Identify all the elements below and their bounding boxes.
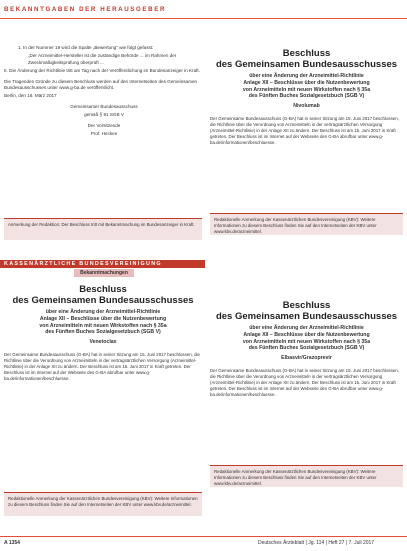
list-item bbox=[4, 53, 204, 66]
kbv-note-box: Redaktionelle Anmerkung der Kassenärztlichen Bundesvereinigung (KBV): Weitere Informationen zu diesem Beschluss finden Sie auf den Internetseiten der KBV unter www.kbv.de/arzneimittel. bbox=[4, 492, 202, 516]
left-top-column bbox=[4, 45, 204, 139]
page-number: A 1354 bbox=[4, 540, 20, 546]
subject-line: des Fünften Buches Sozialgesetzbuch (SGB V) bbox=[248, 345, 365, 352]
list-item bbox=[4, 68, 204, 74]
decision-body: Der Gemeinsame Bundesausschuss (G-BA) hat in seiner Sitzung am 15. Juni 2017 beschlossen, die Richtlinie über die Verordnung von Arzneimitteln in der vertragsärztlichen Versorgung (Arzneimittel-Richtlinie) in der Anlage XII zu ändern. Der Beschluss ist am 15. Juni 2017 in Kraft getreten. Der Beschluss ist im Internet auf der Webseite des G-BA abrufbar unter www.g-ba.de/informationen/beschluesse. bbox=[210, 115, 399, 146]
subject-line: des Fünften Buches Sozialgesetzbuch (SGB V) bbox=[248, 93, 365, 100]
decision-subtitle: des Gemeinsamen Bundesausschusses bbox=[215, 59, 398, 70]
list-text: Die Änderung der Richtlinie tritt am Tag nach der Veröffentlichung im Bundesanzeiger in Kraft. bbox=[9, 68, 200, 74]
footer-rule bbox=[0, 536, 407, 537]
note-paragraph: Die Tragenden Gründe zu diesem Beschluss werden auf den Internetseiten des Gemeinsamen Bundesausschusses unter www.g-ba.de veröffentlicht. bbox=[4, 78, 198, 91]
subject-line: über eine Änderung der Arzneimittel-Richtlinie bbox=[45, 309, 161, 315]
left-bottom-column bbox=[4, 284, 202, 385]
decision-body: Der Gemeinsame Bundesausschuss (G-BA) hat in seiner Sitzung am 15. Juni 2017 beschlossen, die Richtlinie über die Verordnung von Arzneimitteln in der vertragsärztlichen Versorgung (Arzneimittel-Richtlinie) in der Anlage XII zu ändern. Der Beschluss ist am 15. Juni 2017 in Kraft getreten. Der Beschluss ist im Internet auf der Webseite des G-BA abrufbar unter www.g-ba.de/informationen/beschluesse. bbox=[4, 351, 200, 382]
list-text: In der Nummer 19 wird die Spalte „Bewertung“ wie folgt gefasst: bbox=[23, 45, 154, 50]
subject-line: Anlage XII – Beschlüsse über die Nutzenbewertung bbox=[243, 331, 370, 338]
list-item bbox=[4, 45, 204, 51]
section-heading: BEKANNTGABEN DER HERAUSGEBER bbox=[4, 6, 167, 13]
section-band: KASSENÄRZTLICHE BUNDESVEREINIGUNG bbox=[0, 260, 205, 268]
decision-body: Der Gemeinsame Bundesausschuss (G-BA) hat in seiner Sitzung am 15. Juni 2017 beschlossen, die Richtlinie über die Verordnung von Arzneimitteln in der vertragsärztlichen Versorgung (Arzneimittel-Richtlinie) in der Anlage XII zu ändern. Der Beschluss ist am 15. Juni 2017 in Kraft getreten. Der Beschluss ist im Internet auf der Webseite des G-BA abrufbar unter www.g-ba.de/informationen/beschluesse. bbox=[210, 367, 399, 398]
org-subline: gemäß § 91 SGB V bbox=[84, 112, 124, 118]
decision-title: Beschluss bbox=[282, 48, 331, 59]
right-top-column bbox=[210, 48, 403, 149]
journal-info: Deutsches Ärzteblatt | Jg. 114 | Heft 27 | 7. Juli 2017 bbox=[258, 540, 375, 546]
subject-line: des Fünften Buches Sozialgesetzbuch (SGB V) bbox=[45, 329, 161, 336]
subject-line: über eine Änderung der Arzneimittel-Richtlinie bbox=[249, 73, 364, 79]
list-text: „Der Arzneimittel-Hersteller ist die zuständige Behörde ... im Rahmen der Zweckmäßigkeitsprüfung überprüft ... bbox=[28, 53, 177, 65]
right-bottom-column bbox=[210, 300, 403, 401]
decision-title: Beschluss bbox=[79, 284, 127, 295]
subject-line: Anlage XII – Beschlüsse über die Nutzenbewertung bbox=[243, 79, 370, 86]
decision-subject bbox=[210, 73, 403, 100]
drug-name: Nivolumab bbox=[293, 103, 320, 110]
page-header bbox=[0, 0, 407, 18]
decision-subject bbox=[4, 309, 202, 336]
subject-line: über eine Änderung der Arzneimittel-Richtlinie bbox=[249, 325, 364, 331]
decision-title: Beschluss bbox=[282, 300, 331, 311]
decision-subject bbox=[210, 325, 403, 352]
place-date: Berlin, den 16. März 2017 bbox=[4, 93, 57, 99]
subject-line: von Arzneimitteln mit neuen Wirkstoffen nach § 35a bbox=[242, 86, 371, 93]
kbv-note-box: Redaktionelle Anmerkung der Kassenärztlichen Bundesvereinigung (KBV): Weitere Informationen zu diesem Beschluss finden Sie auf den Internetseiten der KBV unter www.kbv.de/arzneimittel. bbox=[210, 213, 403, 235]
drug-name: Elbasvir/Grazoprevir bbox=[281, 355, 332, 362]
subject-line: Anlage XII – Beschlüsse über die Nutzenbewertung bbox=[39, 315, 167, 322]
signer-role: Der Vorsitzende bbox=[87, 122, 121, 128]
decision-subtitle: des Gemeinsamen Bundesausschusses bbox=[215, 311, 398, 322]
list-number: 1. bbox=[18, 45, 22, 50]
subject-line: von Arzneimitteln mit neuen Wirkstoffen nach § 35a bbox=[39, 322, 167, 329]
editorial-note-box: Anmerkung der Redaktion: Der Beschluss tritt mit Bekanntmachung im Bundesanzeiger in Kraft. bbox=[4, 218, 202, 240]
kbv-note-box: Redaktionelle Anmerkung der Kassenärztlichen Bundesvereinigung (KBV): Weitere Informationen zu diesem Beschluss finden Sie auf den Internetseiten der KBV unter www.kbv.de/arzneimittel. bbox=[210, 465, 403, 487]
header-rule bbox=[0, 18, 407, 19]
drug-name: Venetoclax bbox=[89, 339, 117, 346]
list-number: II. bbox=[4, 68, 8, 74]
subject-line: von Arzneimitteln mit neuen Wirkstoffen nach § 35a bbox=[242, 338, 371, 345]
section-band-sub: Bekanntmachungen bbox=[74, 269, 134, 277]
signer-name: Prof. Hecken bbox=[90, 131, 118, 137]
org-name: Gemeinsamer Bundesausschuss bbox=[70, 103, 138, 109]
decision-subtitle: des Gemeinsamen Bundesausschusses bbox=[12, 295, 194, 306]
